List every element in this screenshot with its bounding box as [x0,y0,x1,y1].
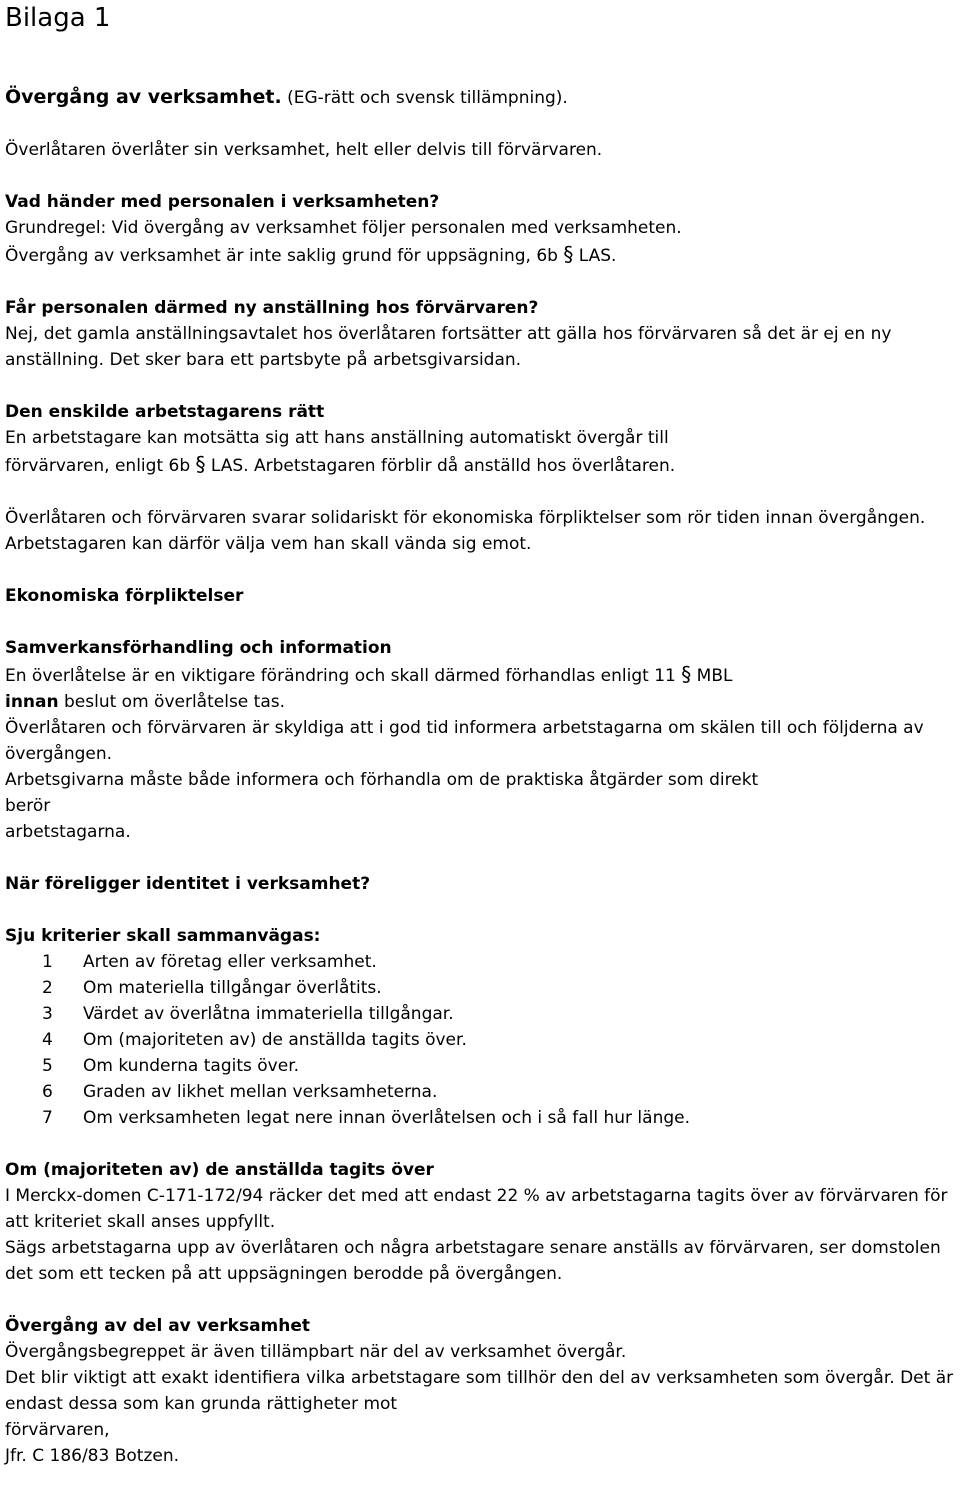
question-ny-anstallning: Får personalen därmed ny anställning hos förvärvaren? [5,298,539,318]
paragraph-del-3: förvärvaren, [5,1420,110,1440]
paragraph-grundregel: Grundregel: Vid övergång av verksamhet följer personalen med verksamheten. [5,218,682,238]
criteria-item [42,1053,957,1079]
document-page [5,0,957,1469]
paragraph-samverkan-2 [5,689,957,715]
paragraph-sags: Sägs arbetstagarna upp av överlåtaren och några arbetstagare senare anställs av förvärvaren, ser domstolen det som ett tecken på att uppsägningen berodde på övergången. [5,1238,941,1284]
heading-del-av-verksamhet: Övergång av del av verksamhet [5,1316,311,1336]
criteria-item [42,1001,957,1027]
section-symbol: § [563,242,574,266]
main-heading-rest: (EG-rätt och svensk tillämpning). [281,88,568,108]
paragraph-del-1: Övergångsbegreppet är även tillämpbart när del av verksamhet övergår. [5,1342,627,1362]
paragraph-samverkan-4b: berör [5,796,51,816]
saklig-grund-text: Övergång av verksamhet är inte saklig grund för uppsägning, 6b [5,246,564,266]
criteria-number: 1 [42,952,53,972]
criteria-text: Om materiella tillgångar överlåtits. [83,978,382,998]
criteria-item [42,949,957,975]
criteria-number: 2 [42,978,53,998]
paragraph-del-2: Det blir viktigt att exakt identifiera vilka arbetstagare som tillhör den del av verksamheten som övergår. Det är endast dessa som kan grunda rättigheter mot [5,1368,954,1414]
criteria-text: Graden av likhet mellan verksamheterna. [83,1082,438,1102]
criteria-number: 4 [42,1030,53,1050]
main-heading-bold: Övergång av verksamhet. [5,86,282,108]
paragraph-merckx: I Merckx-domen C-171-172/94 räcker det med att endast 22 % av arbetstagarna tagits över av förvärvaren för att kriteriet skall anses uppfyllt. [5,1186,948,1232]
criteria-item [42,1027,957,1053]
section-symbol: § [681,662,692,686]
samverkan-2-rest: beslut om överlåtelse tas. [58,692,286,712]
paragraph-samverkan-1 [5,661,957,689]
heading-identitet: När föreligger identitet i verksamhet? [5,874,371,894]
enskilde-text: förvärvaren, enligt 6b [5,456,196,476]
saklig-grund-law: LAS. [573,246,617,266]
heading-sju-kriterier: Sju kriterier skall sammanvägas: [5,926,321,946]
criteria-number: 5 [42,1056,53,1076]
criteria-text: Om (majoriteten av) de anställda tagits över. [83,1030,467,1050]
criteria-list [5,949,957,1131]
innan-bold: innan [5,692,59,712]
samverkan-law: MBL [691,666,733,686]
paragraph-nej: Nej, det gamla anställningsavtalet hos överlåtaren fortsätter att gälla hos förvärvaren så det är ej en ny anställning. Det sker bara ett partsbyte på arbetsgivarsidan. [5,324,892,370]
paragraph-samverkan-4c: arbetstagarna. [5,822,131,842]
criteria-number: 6 [42,1082,53,1102]
question-personal: Vad händer med personalen i verksamheten? [5,192,440,212]
criteria-text: Värdet av överlåtna immateriella tillgångar. [83,1004,454,1024]
criteria-text: Arten av företag eller verksamhet. [83,952,377,972]
samverkan-text: En överlåtelse är en viktigare förändring och skall därmed förhandlas enligt 11 [5,666,682,686]
criteria-item [42,1105,957,1131]
criteria-number: 3 [42,1004,53,1024]
paragraph-enskilde-2 [5,451,957,479]
criteria-item [42,1079,957,1105]
main-heading [5,84,957,111]
heading-ekonomiska: Ekonomiska förpliktelser [5,586,244,606]
document-title: Bilaga 1 [5,3,111,33]
criteria-number: 7 [42,1108,53,1128]
paragraph-samverkan-4a: Arbetsgivarna måste både informera och förhandla om de praktiska åtgärder som direkt [5,770,759,790]
heading-samverkan: Samverkansförhandling och information [5,638,392,658]
paragraph-overlatare: Överlåtaren överlåter sin verksamhet, helt eller delvis till förvärvaren. [5,140,603,160]
enskilde-law: LAS. Arbetstagaren förblir då anställd hos överlåtaren. [205,456,676,476]
heading-majoriteten: Om (majoriteten av) de anställda tagits över [5,1160,434,1180]
paragraph-saklig-grund [5,241,957,269]
criteria-item [42,975,957,1001]
paragraph-del-4: Jfr. C 186/83 Botzen. [5,1446,180,1466]
paragraph-solidariskt: Överlåtaren och förvärvaren svarar solidariskt för ekonomiska förpliktelser som rör tiden innan övergången. Arbetstagaren kan därför välja vem han skall vända sig emot. [5,508,926,554]
section-symbol: § [195,452,206,476]
criteria-text: Om kunderna tagits över. [83,1056,300,1076]
heading-enskilde: Den enskilde arbetstagarens rätt [5,402,325,422]
paragraph-samverkan-3: Överlåtaren och förvärvaren är skyldiga att i god tid informera arbetstagarna om skälen till och följderna av övergången. [5,718,924,764]
paragraph-enskilde-1: En arbetstagare kan motsätta sig att hans anställning automatiskt övergår till [5,428,669,448]
criteria-text: Om verksamheten legat nere innan överlåtelsen och i så fall hur länge. [83,1108,690,1128]
